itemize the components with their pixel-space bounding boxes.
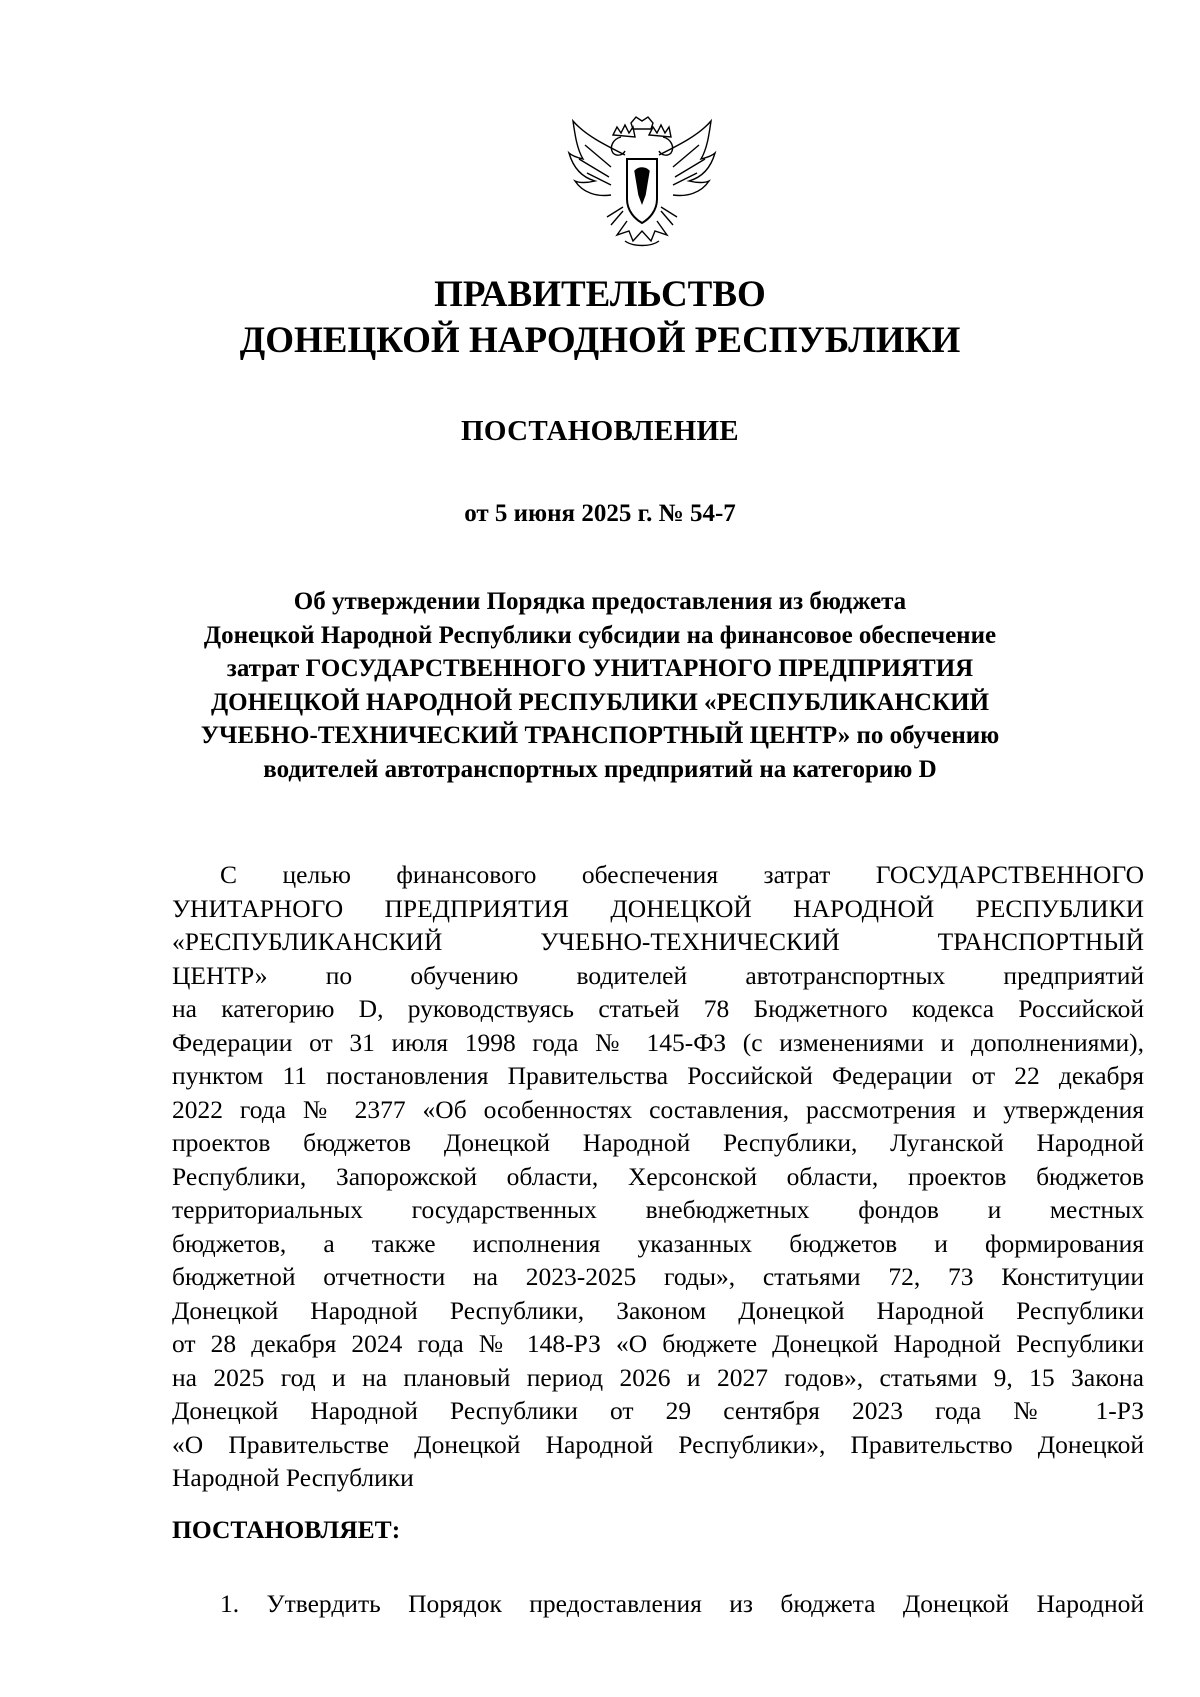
subject-line: водителей автотранспортных предприятий на категорию D	[263, 755, 937, 783]
preamble-line: «РЕСПУБЛИКАНСКИЙ УЧЕБНО-ТЕХНИЧЕСКИЙ ТРАНСПОРТНЫЙ	[172, 927, 1144, 956]
preamble-line: Донецкой Народной Республики, Законом Донецкой Народной Республики	[172, 1295, 1144, 1325]
document-date-number: от 5 июня 2025 г. № 54-7	[464, 500, 736, 527]
document-subject	[0, 585, 1200, 786]
subject-line: затрат ГОСУДАРСТВЕННОГО УНИТАРНОГО ПРЕДПРИЯТИЯ	[226, 655, 974, 682]
clause-1	[172, 1587, 1144, 1621]
preamble-paragraph	[172, 858, 1144, 1495]
preamble-line: Донецкой Народной Республики от 29 сентября 2023 года № 1-РЗ	[172, 1396, 1144, 1425]
preamble-line: проектов бюджетов Донецкой Народной Республики, Луганской Народной	[172, 1128, 1144, 1157]
preamble-line: на 2025 год и на плановый период 2026 и 2027 годов», статьями 9, 15 Закона	[172, 1362, 1144, 1392]
preamble-line: УНИТАРНОГО ПРЕДПРИЯТИЯ ДОНЕЦКОЙ НАРОДНОЙ РЕСПУБЛИКИ	[172, 893, 1144, 923]
resolves-heading: ПОСТАНОВЛЯЕТ:	[172, 1515, 401, 1544]
preamble-line: 2022 года № 2377 «Об особенностях составления, рассмотрения и утверждения	[172, 1094, 1144, 1124]
preamble-line: от 28 декабря 2024 года № 148-РЗ «О бюджете Донецкой Народной Республики	[172, 1329, 1144, 1358]
subject-line: Об утверждении Порядка предоставления из бюджета	[293, 588, 907, 615]
government-title	[0, 272, 1200, 364]
preamble-line: Республики, Запорожской области, Херсонской области, проектов бюджетов	[172, 1161, 1144, 1191]
government-title-line-1: ПРАВИТЕЛЬСТВО	[434, 274, 766, 315]
document-type: ПОСТАНОВЛЕНИЕ	[461, 415, 739, 447]
preamble-line: Федерации от 31 июля 1998 года № 145-ФЗ (с изменениями и дополнениями),	[172, 1027, 1144, 1057]
preamble-line: пунктом 11 постановления Правительства Российской Федерации от 22 декабря	[172, 1061, 1144, 1090]
government-title-line-2: ДОНЕЦКОЙ НАРОДНОЙ РЕСПУБЛИКИ	[239, 320, 961, 361]
preamble-line: территориальных государственных внебюджетных фондов и местных	[172, 1195, 1144, 1224]
preamble-line: бюджетов, а также исполнения указанных бюджетов и формирования	[172, 1228, 1144, 1258]
preamble-line: бюджетной отчетности на 2023-2025 годы», статьями 72, 73 Конституции	[172, 1262, 1144, 1291]
preamble-line: «О Правительстве Донецкой Народной Республики», Правительство Донецкой	[172, 1429, 1144, 1459]
preamble-line: ЦЕНТР» по обучению водителей автотранспортных предприятий	[172, 960, 1144, 990]
clause-1-line: 1. Утвердить Порядок предоставления из бюджета Донецкой Народной	[220, 1589, 1144, 1618]
subject-line: УЧЕБНО-ТЕХНИЧЕСКИЙ ТРАНСПОРТНЫЙ ЦЕНТР» по обучению	[200, 722, 1000, 749]
preamble-line: С целью финансового обеспечения затрат ГОСУДАРСТВЕННОГО	[220, 860, 1144, 889]
coat-of-arms-icon	[565, 115, 720, 255]
subject-line: ДОНЕЦКОЙ НАРОДНОЙ РЕСПУБЛИКИ «РЕСПУБЛИКАНСКИЙ	[210, 688, 990, 716]
preamble-line: на категорию D, руководствуясь статьей 78 Бюджетного кодекса Российской	[172, 994, 1144, 1023]
subject-line: Донецкой Народной Республики субсидии на финансовое обеспечение	[203, 621, 997, 649]
preamble-line: Народной Республики	[172, 1463, 414, 1492]
